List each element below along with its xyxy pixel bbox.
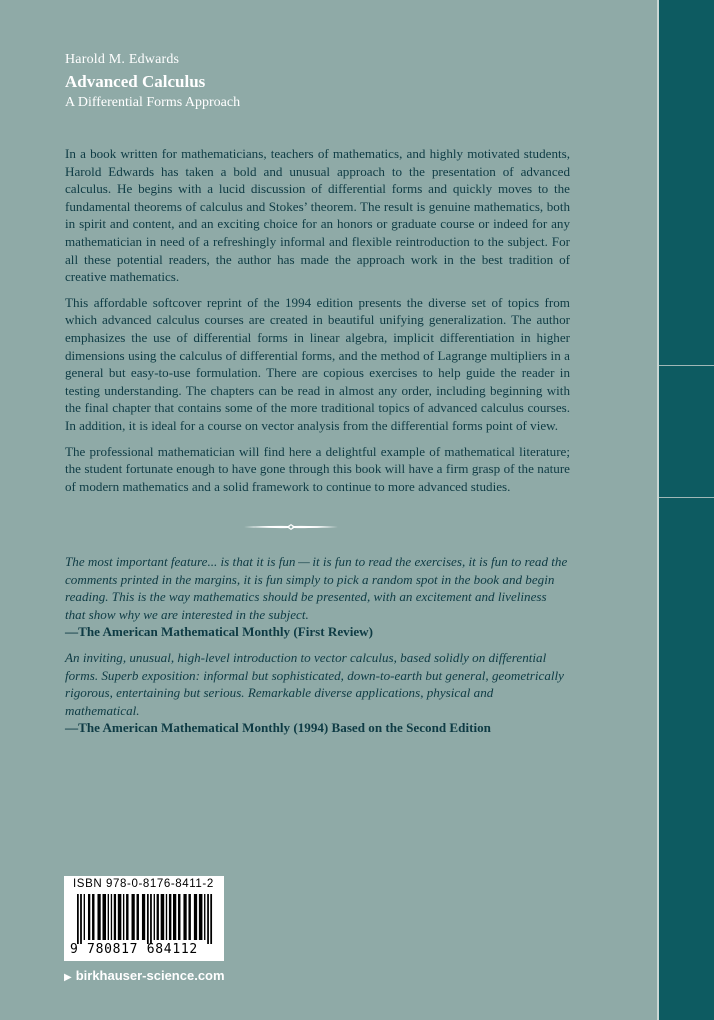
publisher-link[interactable] — [64, 968, 225, 983]
barcode-bar — [88, 894, 90, 940]
review-source: —The American Mathematical Monthly (1994) Based on the Second Edition — [65, 720, 491, 736]
barcode-bar — [137, 894, 139, 940]
barcode-bar — [207, 894, 209, 944]
ornament-divider-icon — [244, 522, 338, 532]
barcode-bar — [194, 894, 197, 940]
barcode-bar — [108, 894, 109, 940]
book-description — [65, 145, 570, 503]
barcode-bars-icon — [77, 894, 213, 944]
barcode-bar — [204, 894, 205, 940]
spine-divider — [659, 365, 714, 366]
barcode-bar — [142, 894, 145, 940]
barcode-bar — [154, 894, 155, 940]
barcode-bar — [173, 894, 176, 940]
review-block — [65, 649, 570, 737]
barcode-bar — [210, 894, 212, 944]
author-name: Harold M. Edwards — [65, 52, 180, 67]
barcode-bar — [123, 894, 124, 940]
description-paragraph: The professional mathematician will find here a delightful example of mathematical literature; the student fortunate enough to have gone through this book will have a firm grasp of the nature of modern mathematics and a solid framework to continue to more advanced studies. — [65, 443, 570, 494]
play-arrow-icon: ▶ — [64, 972, 72, 983]
barcode-bar — [126, 894, 128, 940]
barcode-box — [64, 876, 224, 961]
barcode-bar — [84, 894, 85, 940]
barcode-bar — [102, 894, 106, 940]
barcode-bar — [118, 894, 122, 940]
barcode-bar — [77, 894, 79, 944]
barcode-bar — [166, 894, 167, 940]
barcode-bar — [169, 894, 171, 940]
spine-band — [657, 0, 714, 1020]
barcode-bar — [147, 894, 149, 944]
barcode-bar — [97, 894, 100, 940]
barcode-bar — [199, 894, 203, 940]
barcode-bar — [161, 894, 165, 940]
ean-digits: 9 780817 684112 — [70, 942, 198, 957]
book-header — [65, 52, 240, 111]
publisher-url: birkhauser-science.com — [75, 968, 225, 983]
review-source: —The American Mathematical Monthly (First Review) — [65, 624, 373, 640]
barcode-bar — [157, 894, 159, 940]
barcode-bar — [80, 894, 82, 944]
description-paragraph: This affordable softcover reprint of the 1994 edition presents the diverse set of topics from which advanced calculus courses are created in beautiful unifying generalization. The author emphasizes the use of differential forms in linear algebra, implicit differentiation in higher dimensions using the calculus of differential forms, and the method of Lagrange multipliers in a general but easy-to-use formulation. There are copious exercises to help guide the reader in testing understanding. The chapters can be read in almost any order, including beginning with the final chapter that contains some of the more traditional topics of advanced calculus courses. In addition, it is ideal for a course on vector analysis from the differential forms point of view. — [65, 294, 570, 433]
description-paragraph: In a book written for mathematicians, teachers of mathematics, and highly motivated students, Harold Edwards has taken a bold and unusual approach to the presentation of advanced calculus. He begins with a lucid discussion of differential forms and quickly moves to the fundamental theorems of calculus and Stokes’ theorem. The result is genuine mathematics, both in spirit and content, and an exciting choice for an honors or graduate course or indeed for any mathematician in need of a refreshingly informal and flexible reintroduction to the subject. For all these potential readers, the author has made the approach work in the best tradition of creative mathematics. — [65, 146, 570, 285]
review-block — [65, 553, 570, 641]
barcode-bar — [188, 894, 190, 940]
spine-divider — [659, 497, 714, 498]
barcode-bar — [150, 894, 152, 944]
barcode-bar — [111, 894, 112, 940]
barcode-bar — [92, 894, 94, 940]
review-quote: The most important feature... is that it is fun — it is fun to read the exercises, it is fun to read the comments printed in the margins, it is fun simply to pick a random spot in the book and begin reading. This is the way mathematics should be presented, with an excitement and liveliness that show why we are interested in the subject. — [65, 554, 568, 622]
book-subtitle: A Differential Forms Approach — [65, 95, 241, 110]
review-quote: An inviting, unusual, high-level introduction to vector calculus, based solidly on differential forms. Superb exposition: informal but sophisticated, down-to-earth but general, geometrically rigorous, entertaining but serious. Remarkable diverse applications, physical and mathematical. — [65, 649, 564, 718]
barcode-bar — [132, 894, 135, 940]
book-title: Advanced Calculus — [65, 72, 206, 91]
barcode-bar — [114, 894, 116, 940]
reviews-section — [65, 553, 570, 745]
barcode-bar — [183, 894, 186, 940]
barcode-bar — [178, 894, 180, 940]
isbn-label: ISBN 978-0-8176-8411-2 — [73, 878, 214, 890]
